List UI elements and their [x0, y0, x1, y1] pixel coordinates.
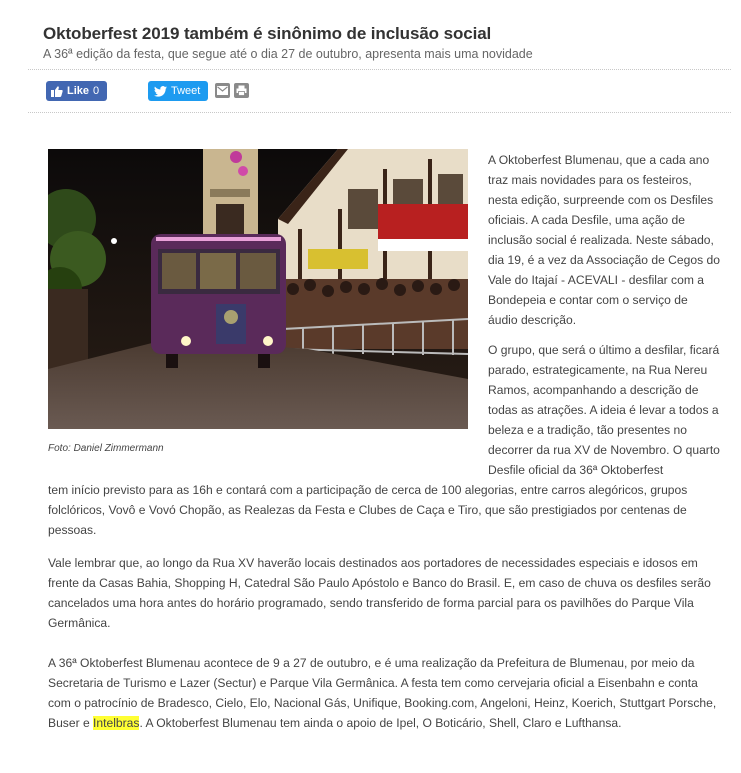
print-button[interactable]	[234, 83, 249, 98]
divider-bottom	[28, 112, 731, 113]
tweet-label: Tweet	[171, 85, 201, 97]
highlighted-sponsor: Intelbras	[93, 716, 140, 730]
facebook-like-button[interactable]	[46, 81, 107, 101]
article-title: Oktoberfest 2019 também é sinônimo de inclusão social	[43, 24, 492, 43]
like-count: 0	[93, 85, 100, 97]
mail-icon	[217, 86, 228, 95]
divider-top	[28, 69, 731, 70]
article-full-text-1	[48, 480, 720, 540]
paragraph-4	[48, 653, 720, 733]
print-icon	[236, 85, 247, 96]
paragraph-2-part-1: O grupo, que será o último a desfilar, ficará parado, estrategicamente, na Rua Nereu Ramos, acompanhando a descrição de todas as atrações. A ideia é levar a todos a beleza e a tradição, tão presentes no decorrer da rua XV de Novembro. O quarto Desfile oficial da 36ª Oktoberfest	[488, 343, 720, 477]
facebook-like-icon	[51, 86, 63, 97]
paragraph-1: A Oktoberfest Blumenau, que a cada ano traz mais novidades para os festeiros, nesta edição, surpreende com os Desfiles oficiais. A cada Desfile, uma ação de inclusão social é realizada. Neste sábado, dia 19, é a vez da Associação de Cegos do Vale do Itajaí - ACEVALI - desfilar com a Bondepeia e contar com o serviço de áudio descrição.	[488, 153, 720, 327]
article-photo	[48, 149, 468, 429]
paragraph-2-part-2: tem início previsto para as 16h e contará com a participação de cerca de 100 alegorias, entre carros alegóricos, grupos folclóricos, Vovô e Vovó Chopão, as Realezas da Festa e Clubes de Caça e Tiro, que são prestigiados por centenas de pessoas.	[48, 483, 688, 537]
article-full-text-2	[48, 553, 720, 633]
paragraph-3: Vale lembrar que, ao longo da Rua XV haverão locais destinados aos portadores de necessidades especiais e idosos em frente da Casas Bahia, Shopping H, Catedral São Paulo Apóstolo e Banco do Brasil. E, em caso de chuva os desfiles serão cancelados uma hora antes do horário programado, sendo transferido de forma parcial para os pavilhões do Parque Vila Germânica.	[48, 556, 711, 630]
twitter-bird-icon	[154, 86, 167, 97]
photo-caption: Foto: Daniel Zimmermann	[48, 443, 164, 454]
paragraph-4-text-a: A 36ª Oktoberfest Blumenau acontece de 9 a 27 de outubro, e é uma realização da Prefeitura de Blumenau, por meio da Secretaria de Turismo e Lazer (Sectur) e Parque Vila Germânica. A festa tem como cervejaria oficial a Eisenbahn e conta com o patrocínio de Bradesco, Cielo, Elo, Nacional Gás, Unifique, Booking.com, Angeloni, Heinz, Koerich, Stuttgart Porsche, Buser e	[48, 656, 717, 730]
paragraph-4-text-b: . A Oktoberfest Blumenau tem ainda o apoio de Ipel, O Boticário, Shell, Claro e Lufthansa.	[139, 716, 622, 730]
article-full-text-3	[48, 653, 720, 733]
tweet-button[interactable]	[148, 81, 208, 101]
like-label: Like	[67, 85, 90, 97]
parade-tram-illustration	[48, 149, 468, 429]
article-side-text	[488, 150, 720, 490]
article-subtitle: A 36ª edição da festa, que segue até o dia 27 de outubro, apresenta mais uma novidade	[43, 47, 533, 61]
email-share-button[interactable]	[215, 83, 230, 98]
